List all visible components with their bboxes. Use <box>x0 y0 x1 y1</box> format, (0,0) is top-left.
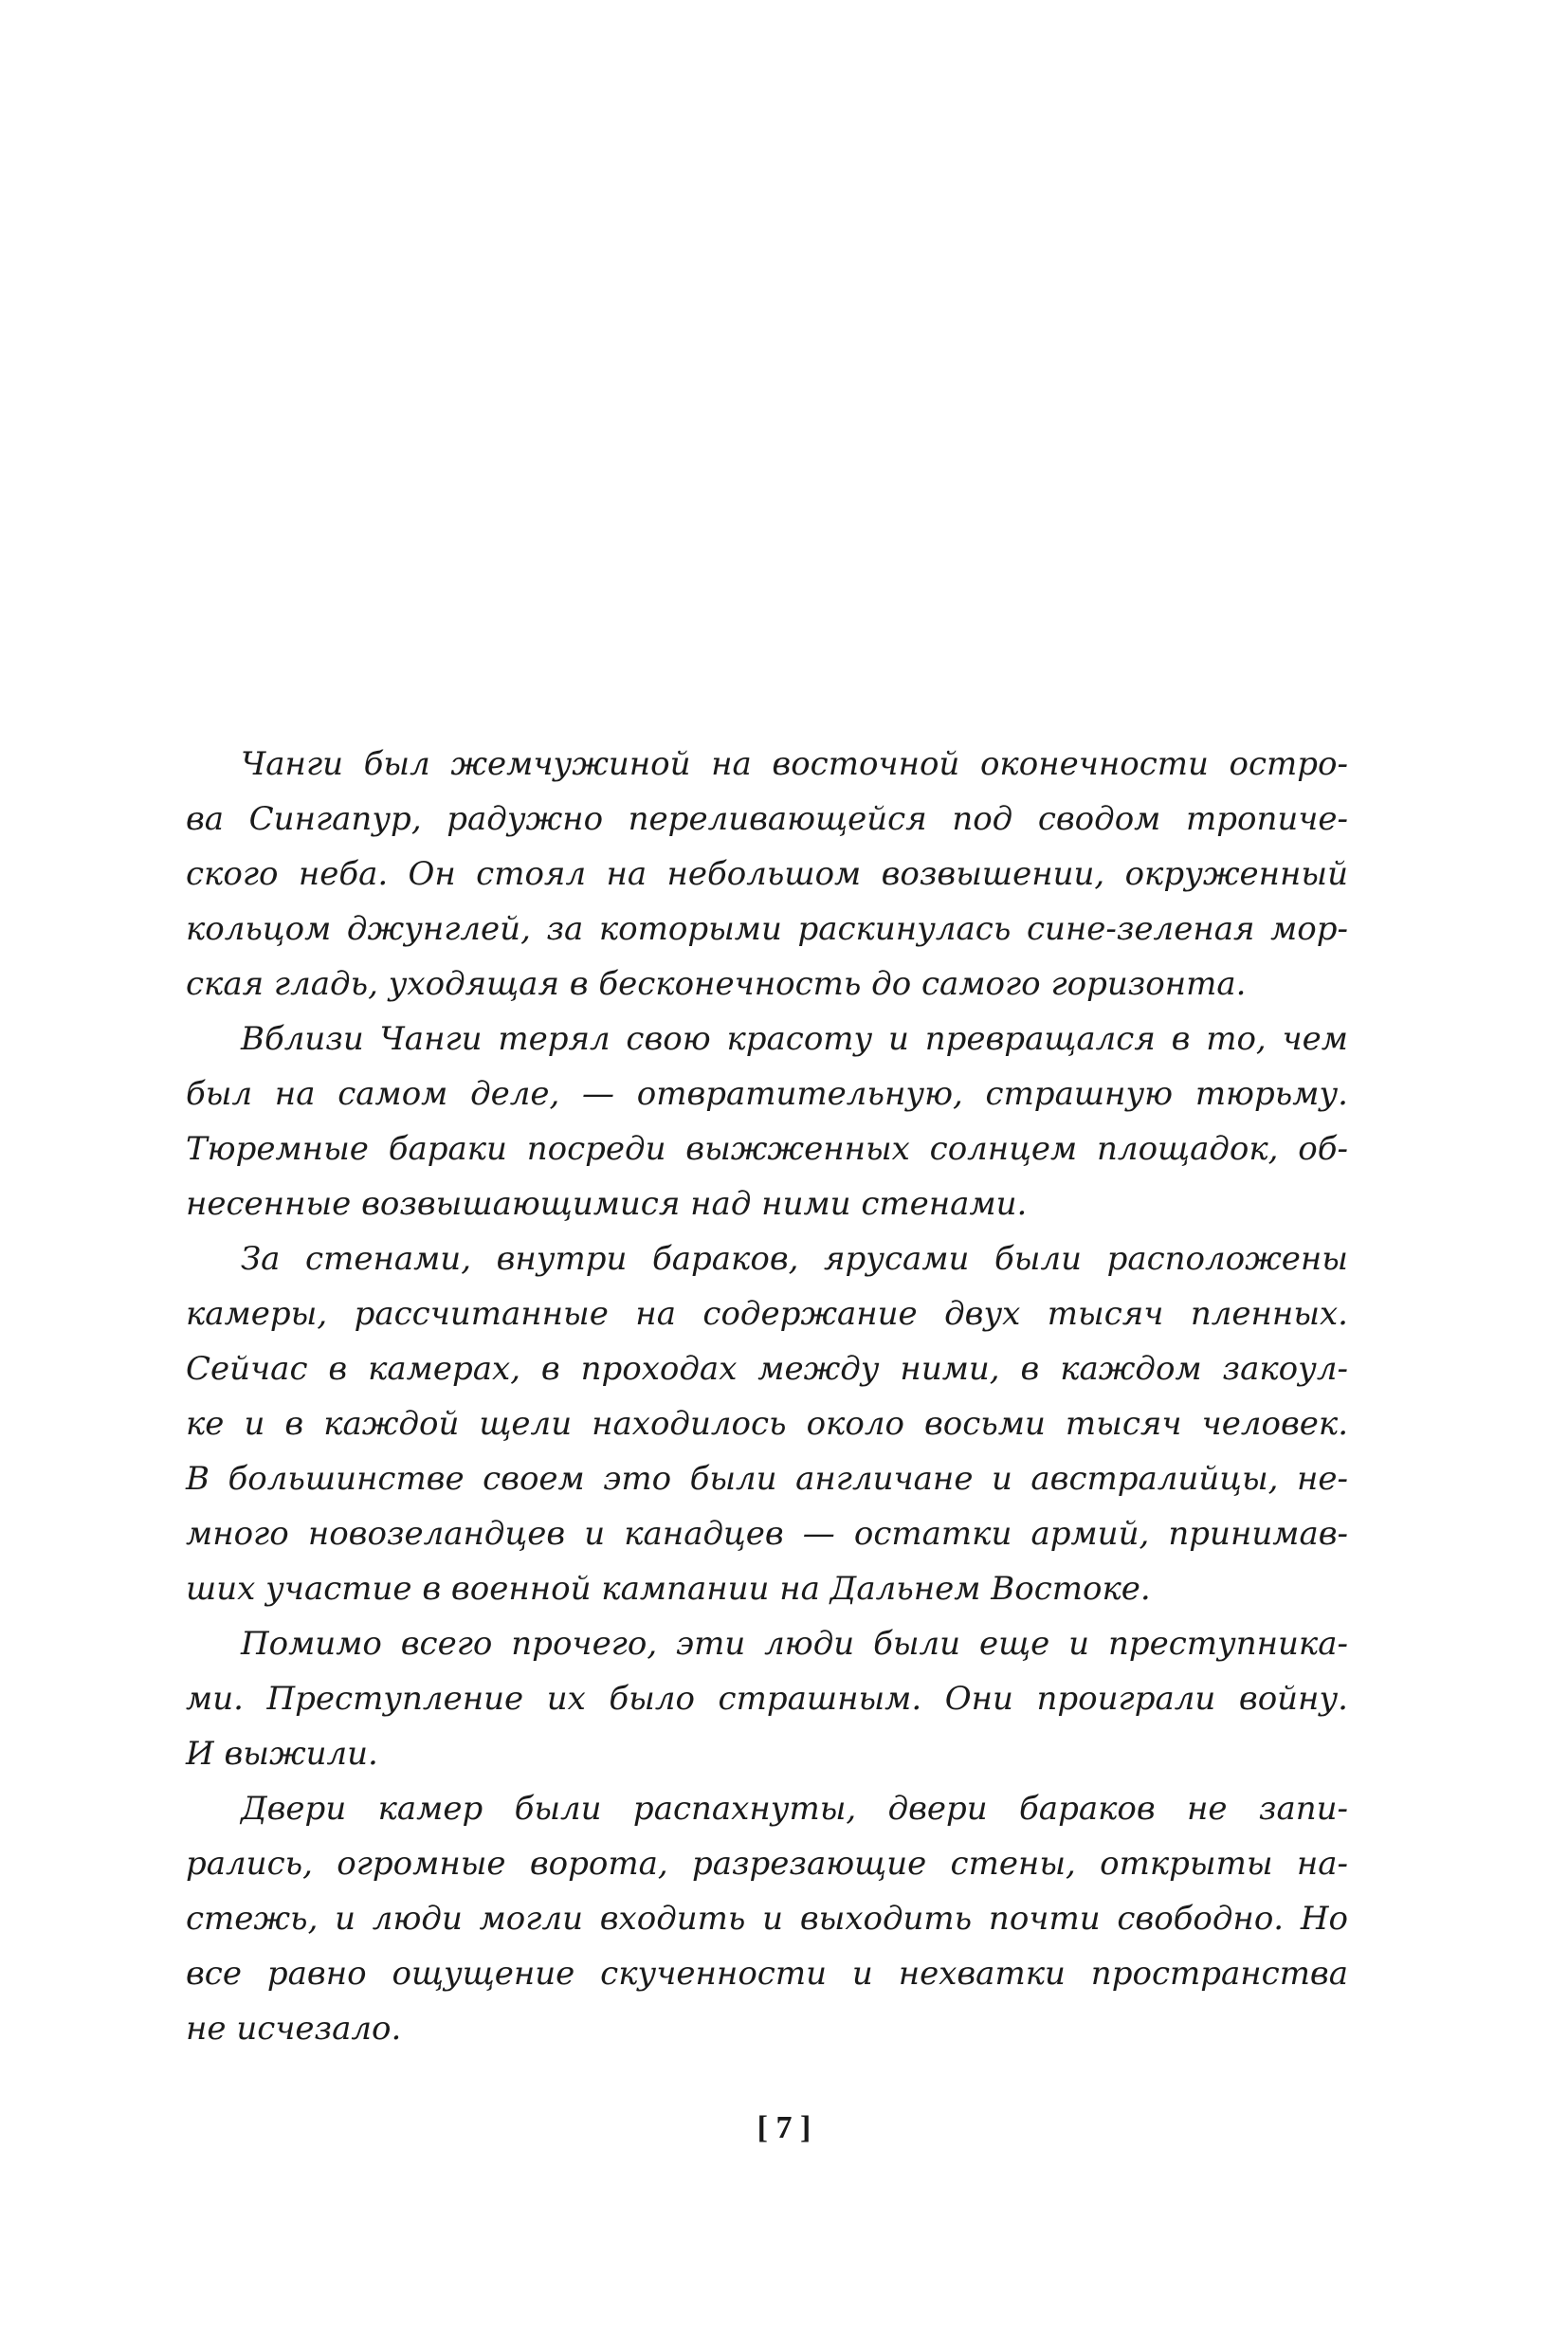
text-line: ская гладь, уходящая в бесконечность до самого горизонта. <box>186 965 1247 1003</box>
text-line: ского неба. Он стоял на небольшом возвышении, окруженный <box>186 855 1348 893</box>
text-line: В большинстве своем это были англичане и австралийцы, не- <box>186 1460 1348 1498</box>
text-line: ва Сингапур, радужно переливающейся под сводом тропиче- <box>186 800 1348 838</box>
text-line: не исчезало. <box>186 2010 402 2048</box>
text-line: Тюремные бараки посреди выжженных солнцем площадок, об- <box>186 1130 1348 1168</box>
text-line: Двери камер были распахнуты, двери бараков не запи- <box>241 1790 1348 1828</box>
text-line: много новозеландцев и канадцев — остатки армий, принимав- <box>186 1515 1348 1553</box>
text-line: За стенами, внутри бараков, ярусами были расположены <box>241 1240 1348 1278</box>
text-line: все равно ощущение скученности и нехватки пространства <box>186 1955 1348 1993</box>
text-line: ших участие в военной кампании на Дальнем Востоке. <box>186 1570 1151 1608</box>
text-line: Чанги был жемчужиной на восточной оконечности остро- <box>241 745 1348 783</box>
text-line: кольцом джунглей, за которыми раскинулась сине-зеленая мор- <box>186 910 1348 948</box>
text-line: ми. Преступление их было страшным. Они проиграли войну. <box>186 1680 1348 1718</box>
text-line: ке и в каждой щели находилось около восьми тысяч человек. <box>186 1405 1348 1443</box>
text-line: Сейчас в камерах, в проходах между ними, в каждом закоул- <box>186 1350 1348 1388</box>
text-line: был на самом деле, — отвратительную, страшную тюрьму. <box>186 1075 1348 1113</box>
text-line: стежь, и люди могли входить и выходить почти свободно. Но <box>186 1900 1348 1938</box>
text-line: камеры, рассчитанные на содержание двух тысяч пленных. <box>186 1295 1348 1333</box>
text-line: И выжили. <box>186 1735 378 1773</box>
body-text <box>186 737 1348 2056</box>
text-line: Вблизи Чанги терял свою красоту и превращался в то, чем <box>241 1020 1348 1058</box>
text-line: Помимо всего прочего, эти люди были еще и преступника- <box>241 1625 1348 1663</box>
text-line: рались, огромные ворота, разрезающие стены, открыты на- <box>186 1845 1348 1883</box>
text-line: несенные возвышающимися над ними стенами. <box>186 1185 1028 1223</box>
page-number: [ 7 ] <box>757 2110 811 2145</box>
